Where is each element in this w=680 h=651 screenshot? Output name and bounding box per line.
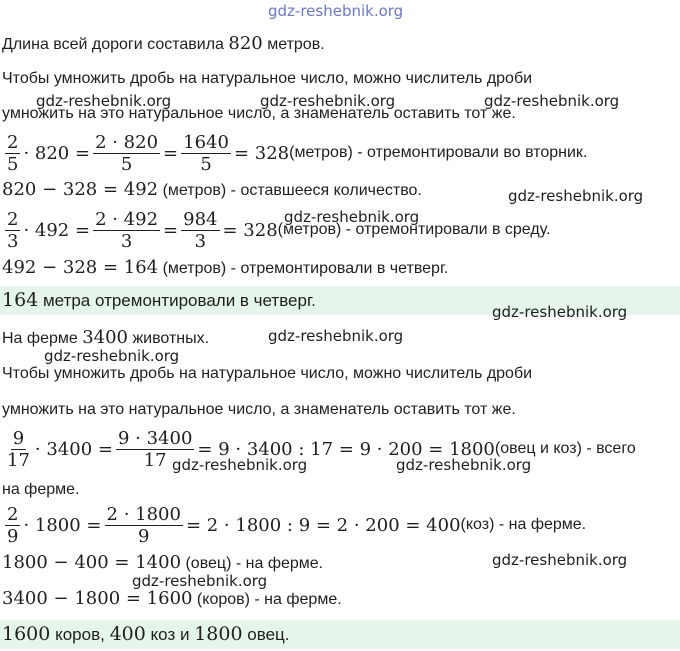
road-length: 820 bbox=[228, 33, 263, 54]
fraction: $\frac{9}{17}$ bbox=[7, 427, 30, 471]
rule-text-line2: умножить на это натуральное число, а знаменатель оставить тот же. bbox=[2, 105, 516, 122]
watermark: gdz-reshebnik.org bbox=[268, 327, 404, 345]
watermark: gdz-reshebnik.org bbox=[284, 208, 420, 226]
equation-thursday: 492 − 328 = 164 (метров) - отремонтировали в четверг. bbox=[2, 257, 449, 278]
problem1-intro: Длина всей дороги составила 820 метров. bbox=[2, 33, 325, 54]
watermark: gdz-reshebnik.org bbox=[260, 92, 396, 110]
rule-text-line1: Чтобы умножить дробь на натуральное число, можно числитель дроби bbox=[2, 70, 533, 87]
rule-text-line2: умножить на это натуральное число, а знаменатель оставить тот же. bbox=[2, 401, 516, 418]
equation-cows: 3400 − 1800 = 1600 (коров) - на ферме. bbox=[2, 588, 342, 609]
animal-count: 3400 bbox=[82, 327, 129, 348]
equation-wednesday: $\frac{2}{3}$ · 492 = $\frac{2 \cdot 492}{3}$ = $\frac{984}{3}$ = 328 (метров) - отремонтировали в среду. bbox=[7, 208, 551, 252]
watermark: gdz-reshebnik.org bbox=[36, 92, 172, 110]
answer-2: 1600 коров, 400 коз и 1800 овец. bbox=[2, 623, 290, 645]
equation-sheep: 1800 − 400 = 1400 (овец) - на ферме. bbox=[2, 552, 324, 573]
watermark: gdz-reshebnik.org bbox=[396, 456, 532, 474]
fraction: $\frac{984}{3}$ bbox=[183, 208, 218, 252]
watermark: gdz-reshebnik.org bbox=[132, 572, 268, 590]
fraction: $\frac{2 \cdot 492}{3}$ bbox=[95, 208, 159, 252]
equation-goats: $\frac{2}{9}$ · 1800 = $\frac{2 \cdot 1800}{9}$ = 2 · 1800 : 9 = 2 · 200 = 400 (коз) - на ферме. bbox=[7, 503, 587, 547]
watermark: gdz-reshebnik.org bbox=[44, 347, 180, 365]
problem2-intro: На ферме 3400 животных. bbox=[2, 327, 210, 348]
equation-sheep-goats: $\frac{9}{17}$ · 3400 = $\frac{9 \cdot 3400}{17}$ = 9 · 3400 : 17 = 9 · 200 = 1800 (овец и коз) - всего bbox=[7, 427, 636, 471]
equation-sheep-goats-cont: на ферме. bbox=[2, 481, 80, 498]
fraction: $\frac{1640}{5}$ bbox=[183, 131, 229, 175]
fraction: $\frac{2 \cdot 820}{5}$ bbox=[95, 131, 159, 175]
watermark: gdz-reshebnik.org bbox=[268, 2, 404, 20]
fraction: $\frac{2}{3}$ bbox=[7, 208, 19, 252]
equation-tuesday: $\frac{2}{5}$ · 820 = $\frac{2 \cdot 820}{5}$ = $\frac{1640}{5}$ = 328 (метров) - отремонтировали во вторник. bbox=[7, 131, 588, 175]
fraction: $\frac{2}{9}$ bbox=[7, 503, 19, 547]
watermark: gdz-reshebnik.org bbox=[172, 456, 308, 474]
watermark: gdz-reshebnik.org bbox=[492, 303, 628, 321]
answer-1: 164 метра отремонтировали в четверг. bbox=[2, 289, 316, 311]
fraction: $\frac{2 \cdot 1800}{9}$ bbox=[106, 503, 181, 547]
watermark: gdz-reshebnik.org bbox=[484, 92, 620, 110]
fraction: $\frac{9 \cdot 3400}{17}$ bbox=[117, 427, 193, 471]
equation-remaining: 820 − 328 = 492 (метров) - оставшееся количество. bbox=[2, 179, 422, 200]
watermark: gdz-reshebnik.org bbox=[508, 187, 644, 205]
fraction: $\frac{2}{5}$ bbox=[7, 131, 19, 175]
rule-text-line1: Чтобы умножить дробь на натуральное число, можно числитель дроби bbox=[2, 365, 533, 382]
watermark: gdz-reshebnik.org bbox=[492, 551, 628, 569]
